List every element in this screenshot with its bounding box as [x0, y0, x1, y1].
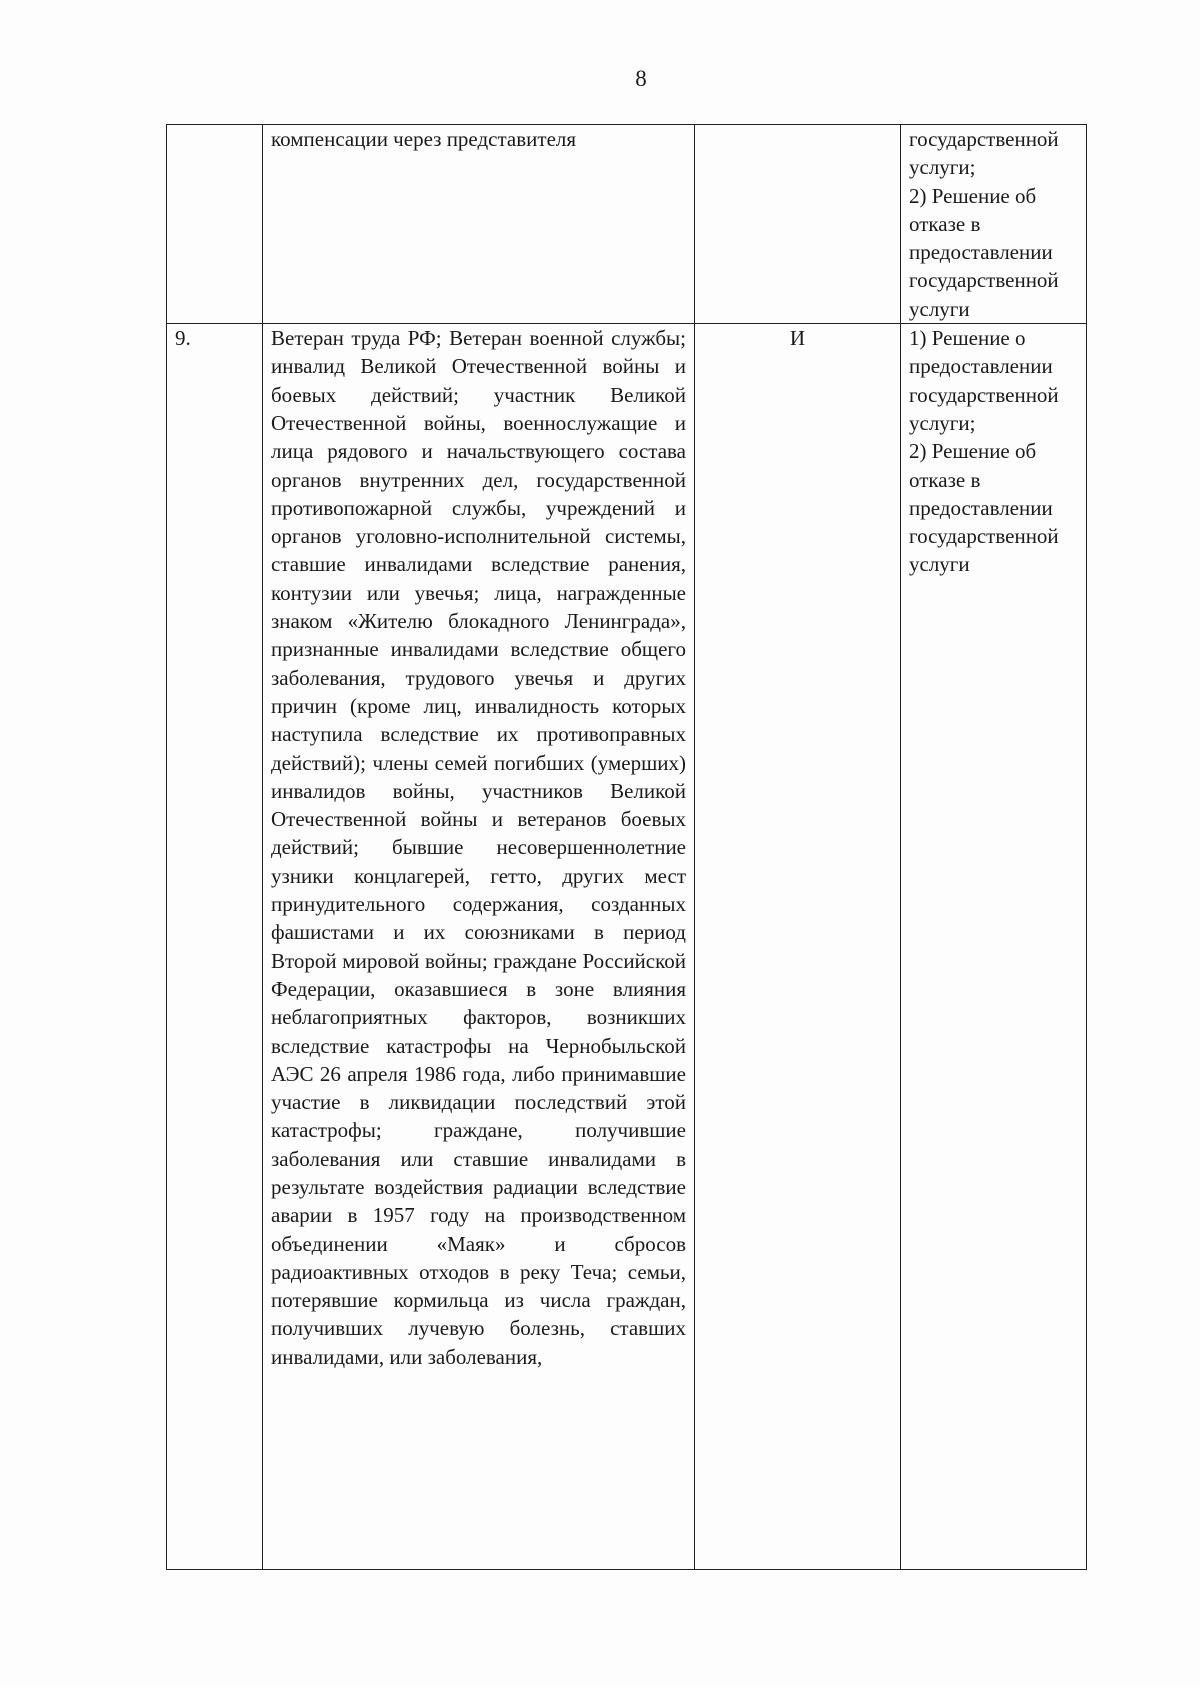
result-line: государственной [909, 382, 1059, 407]
result-line: 2) Решение об [909, 183, 1037, 208]
result-line: услуги [909, 296, 970, 321]
result-line: предоставлении [909, 495, 1053, 520]
result-line: государственной [909, 127, 1059, 151]
result-cell [901, 324, 1087, 1570]
code-cell [695, 125, 901, 324]
result-line: услуги [909, 552, 970, 577]
page-number: 8 [635, 66, 647, 91]
result-line: услуги; [909, 410, 976, 435]
result-line: предоставлении [909, 240, 1053, 265]
result-line: государственной [909, 524, 1059, 549]
row-number-cell [167, 125, 263, 324]
result-line: отказе в [909, 467, 981, 492]
result-line: отказе в [909, 211, 981, 236]
category-cell: Ветеран труда РФ; Ветеран военной службы; инвалид Великой Отечественной войны и боевых действий; участник Великой Отечественной войны, военнослужащие и лица рядового и начальствующего состава органов внутренних дел, государственной противопожарной службы, учреждений и органов уголовно-исполнительной системы, ставшие инвалидами вследствие ранения, контузии или увечья; лица, награжденные знаком «Жителю блокадного Ленинграда», признанные инвалидами вследствие общего заболевания, трудового увечья и других причин (кроме лиц, инвалидность которых наступила вследствие их противоправных действий); члены семей погибших (умерших) инвалидов войны, участников Великой Отечественной войны и ветеранов боевых действий; бывшие несовершеннолетние узники концлагерей, гетто, других мест принудительного содержания, созданных фашистами и их союзниками в период Второй мировой войны; граждане Российской Федерации, оказавшиеся в зоне влияния неблагоприятных факторов, возникших вследствие катастрофы на Чернобыльской АЭС 26 апреля 1986 года, либо принимавшие участие в ликвидации последствий этой катастрофы; граждане, получившие заболевания или ставшие инвалидами в результате воздействия радиации вследствие аварии в 1957 году на производственном объединении «Маяк» и сбросов радиоактивных отходов в реку Теча; семьи, потерявшие кормильца из числа граждан, получивших лучевую болезнь, ставших инвалидами, или заболевания, [263, 324, 695, 1570]
result-line: услуги; [909, 155, 976, 180]
result-line: 1) Решение о [909, 326, 1026, 351]
table-row [167, 125, 1087, 324]
services-table [166, 124, 1087, 1570]
result-line: предоставлении [909, 354, 1053, 379]
code-cell: И [695, 324, 901, 1570]
row-number-cell: 9. [167, 324, 263, 1570]
table-row [167, 324, 1087, 1570]
result-cell [901, 125, 1087, 324]
category-cell: компенсации через представителя [263, 125, 695, 324]
result-line: 2) Решение об [909, 439, 1037, 464]
result-line: государственной [909, 268, 1059, 293]
